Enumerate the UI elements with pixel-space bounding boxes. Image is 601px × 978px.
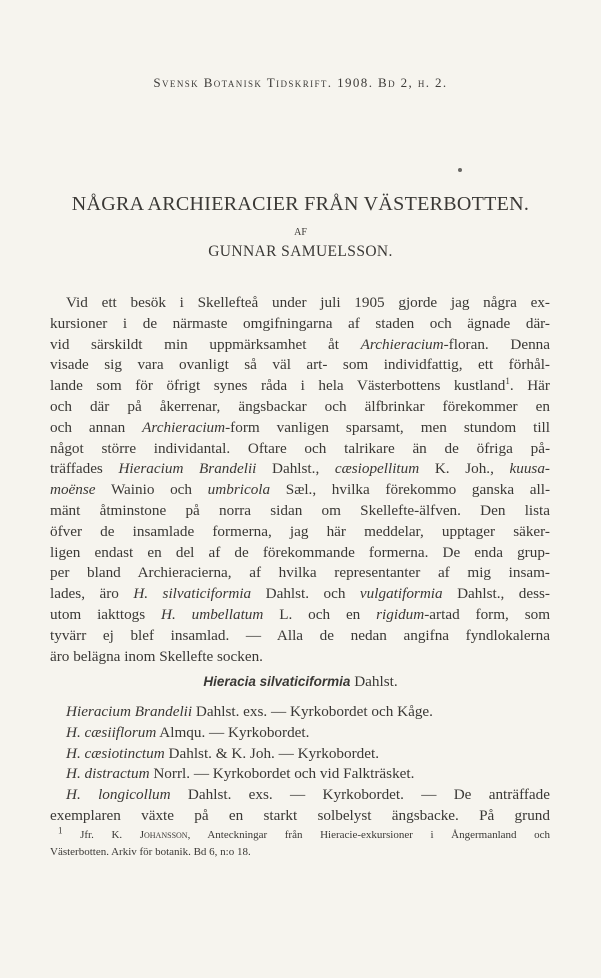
record-line: H. distractum Norrl. — Kyrkobordet och vid Falkträsket. [66, 765, 415, 783]
article-author: GUNNAR SAMUELSSON. [208, 243, 393, 260]
paragraph-line: lande som för öfrigt synes råda i hela Västerbottens kustland$^1$. Här [50, 376, 550, 395]
paragraph-line: mänt åtminstone på norra sidan om Skellefte-älfven. Den lista [50, 501, 550, 519]
paragraph-line: utom iakttogs H. umbellatum L. och en rigidum-artad form, som [50, 605, 550, 623]
record-line: H. longicollum Dahlst. exs. — Kyrkobordet. — De anträffade [66, 786, 550, 804]
footnote-marker: 1 [58, 827, 63, 836]
species-records [50, 702, 550, 827]
record-line: H. cæsiiflorum Almqu. — Kyrkobordet. [66, 723, 310, 741]
paragraph-line: tyvärr ej blef insamlad. — Alla de nedan angifna fyndlokalerna [50, 626, 550, 644]
paragraph-line: äro belägna inom Skellefte socken. [50, 647, 263, 665]
paragraph-line: lades, äro H. silvaticiformia Dahlst. och vulgatiformia Dahlst., dess- [50, 585, 550, 603]
article-title: NÅGRA ARCHIERACIER FRÅN VÄSTERBOTTEN. [71, 193, 530, 215]
paragraph-line: moënse Wainio och umbricola Sæl., hvilka förekommo ganska all- [50, 481, 550, 499]
record-line: H. cæsiotinctum Dahlst. & K. Joh. — Kyrkobordet. [66, 744, 380, 762]
footnote-line: Västerbotten. Arkiv för botanik. Bd 6, n:o 18. [50, 846, 251, 858]
paragraph-line: träffades Hieracium Brandelii Dahlst., cæsiopellitum K. Joh., kuusa- [50, 460, 550, 478]
paragraph-line: per bland Archieracierna, af hvilka representanter af mig insam- [50, 564, 550, 582]
footnote-line: $^1$ Jfr. K. Johansson, Anteckningar från Hieracie-exkursioner i Ångermanland och [58, 827, 550, 841]
paragraph-line: något större individantal. Oftare och talrikare än de öfriga på- [50, 439, 550, 457]
footnote [50, 827, 550, 861]
paragraph-line: ligen endast en del af de förekommande formerna. De enda grup- [50, 543, 550, 561]
paragraph-line: och där på åkerrenar, ängsbackar och älfbrinkar förekommer en [50, 397, 550, 415]
paragraph-line: visade sig vara ovanligt så väl art- som individfattig, ett förhål- [50, 356, 550, 374]
paragraph-line: öfver de insamlade formerna, jag här meddelar, upptager säker- [50, 522, 550, 540]
paragraph-line: kursioner i de närmaste omgifningarna af staden och ägnade där- [50, 314, 550, 332]
section-heading: Hieracia silvaticiformia Dahlst. [203, 673, 398, 690]
record-line: Hieracium Brandelii Dahlst. exs. — Kyrkobordet och Kåge. [66, 703, 433, 720]
paragraph-line: Vid ett besök i Skellefteå under juli 1905 gjorde jag några ex- [66, 294, 550, 311]
running-header: Svensk Botanisk Tidskrift. 1908. Bd 2, h. 2. [153, 75, 448, 90]
print-speck [458, 168, 462, 172]
byline-af: AF [294, 227, 307, 238]
footnote-ref: 1 [505, 376, 510, 387]
paragraph-line: vid särskildt min uppmärksamhet åt Archieracium-floran. Denna [50, 335, 550, 353]
paragraph-line: och annan Archieracium-form vanligen sparsamt, men stundom till [50, 418, 550, 436]
intro-paragraph [50, 293, 550, 667]
record-line: exemplaren växte på en starkt solbelyst ängsbacke. På grund [50, 806, 550, 824]
